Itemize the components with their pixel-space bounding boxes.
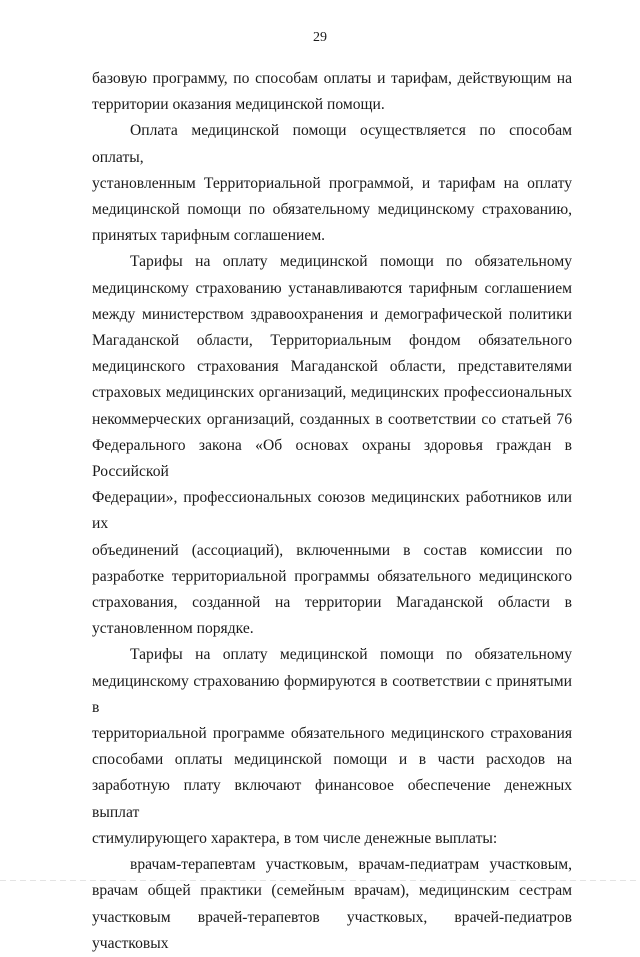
text-line: принятых тарифным соглашением.	[92, 227, 326, 245]
text-line: Тарифы на оплату медицинской помощи по обязательному	[130, 253, 572, 271]
scan-bottom-edge	[0, 880, 640, 881]
text-line: страховых медицинских организаций, медицинских профессиональных	[92, 384, 572, 402]
text-line: базовую программу, по способам оплаты и тарифам, действующим на	[92, 70, 572, 87]
text-line: врачам-терапевтам участковым, врачам-педиатрам участковым,	[130, 856, 572, 874]
text-line: заработную плату включают финансовое обеспечение денежных выплат	[92, 777, 572, 821]
text-line: Оплата медицинской помощи осуществляется по способам оплаты,	[92, 122, 572, 166]
text-line: установленном порядке.	[92, 620, 254, 638]
text-line: территориальной программе обязательного медицинского страхования	[92, 725, 572, 743]
text-line: медицинского страхования Магаданской области, представителями	[92, 358, 572, 376]
text-line: стимулирующего характера, в том числе денежные выплаты:	[92, 829, 498, 847]
text-line: между министерством здравоохранения и демографической политики	[92, 305, 572, 323]
text-line: Магаданской области, Территориальным фондом обязательного	[92, 332, 572, 350]
text-line: способами оплаты медицинской помощи и в части расходов на	[92, 751, 572, 769]
text-line: Федерального закона «Об основах охраны здоровья граждан в Российской	[92, 436, 572, 481]
text-line: медицинскому страхованию формируются в соответствии с принятыми в	[92, 672, 572, 716]
text-line: врачам общей практики (семейным врачам), медицинским сестрам	[92, 882, 572, 900]
text-line: страхования, созданной на территории Магаданской области в	[92, 594, 572, 612]
page-number: 29	[313, 30, 327, 45]
text-line: установленным Территориальной программой, и тарифам на оплату	[92, 174, 572, 192]
text-line: медицинской помощи по обязательному медицинскому страхованию,	[92, 201, 572, 219]
document-body	[92, 66, 572, 957]
text-line: участковым врачей-терапевтов участковых, врачей-педиатров участковых	[92, 908, 572, 952]
text-line: разработке территориальной программы обязательного медицинского	[92, 567, 572, 585]
text-line: медицинскому страхованию устанавливаются тарифным соглашением	[92, 279, 572, 297]
text-line: Тарифы на оплату медицинской помощи по обязательному	[130, 646, 572, 664]
text-line: объединений (ассоциаций), включенными в состав комиссии по	[92, 541, 572, 559]
text-line: территории оказания медицинской помощи.	[92, 96, 385, 114]
text-line: некоммерческих организаций, созданных в соответствии со статьей 76	[92, 410, 572, 428]
text-line: Федерации», профессиональных союзов медицинских работников или их	[92, 489, 572, 533]
